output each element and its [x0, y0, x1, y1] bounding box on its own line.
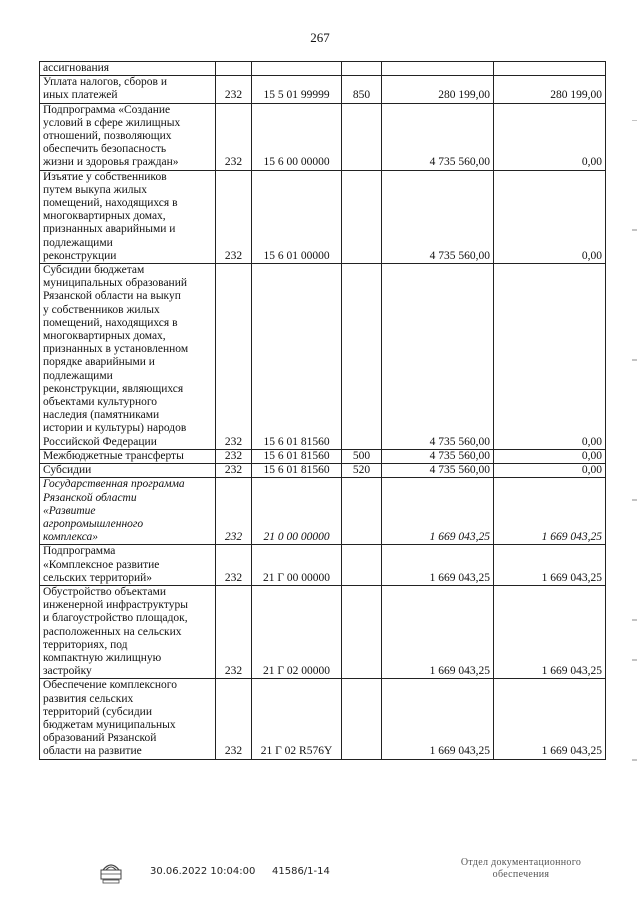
row-name-line: образований Рязанской: [43, 732, 157, 745]
budget-table-body: [40, 62, 606, 760]
row-name-line: территорий (субсидии: [43, 705, 152, 718]
approved-amount-cell: 4 735 560,00: [382, 103, 494, 170]
row-name-line: подлежащими: [43, 369, 113, 382]
row-name-line: объектами культурного: [43, 396, 158, 409]
approved-amount-cell: 4 735 560,00: [382, 170, 494, 263]
row-name-line: Изъятие у собственников: [43, 170, 167, 183]
row-name-line: у собственников жилых: [43, 303, 160, 316]
table-row: [40, 464, 606, 478]
ministry-code-cell: 232: [216, 103, 252, 170]
ministry-code-cell: 232: [216, 585, 252, 678]
row-name-line: Подпрограмма: [43, 545, 116, 558]
target-article-cell: 21 Г 00 00000: [252, 545, 342, 586]
row-name-line: Российской Федерации: [43, 435, 157, 448]
row-name-line: помещений, находящихся в: [43, 316, 178, 329]
page-number: 267: [310, 30, 330, 45]
row-name-line: подлежащими: [43, 236, 113, 249]
ministry-code-cell: 232: [216, 478, 252, 545]
executed-amount-cell: [494, 62, 606, 76]
expense-type-cell: 500: [342, 449, 382, 463]
expense-type-cell: [342, 264, 382, 450]
budget-table: [39, 61, 606, 760]
row-name-cell: [40, 679, 216, 759]
row-name-line: ассигнования: [43, 62, 110, 74]
row-name-line: Уплата налогов, сборов и: [43, 76, 167, 89]
expense-type-cell: [342, 170, 382, 263]
row-name-line: многоквартирных домах,: [43, 210, 166, 223]
registration-number: 41586/1-14: [272, 866, 330, 877]
approved-amount-cell: 280 199,00: [382, 76, 494, 103]
row-name-cell: [40, 62, 216, 76]
row-name-line: муниципальных образований: [43, 277, 188, 290]
target-article-cell: 21 0 00 00000: [252, 478, 342, 545]
target-article-cell: 15 6 01 81560: [252, 464, 342, 478]
approved-amount-cell: 1 669 043,25: [382, 545, 494, 586]
table-row: [40, 679, 606, 759]
row-name-line: Субсидии: [43, 464, 92, 477]
executed-amount-cell: 1 669 043,25: [494, 585, 606, 678]
row-name-cell: [40, 449, 216, 463]
row-name-line: Обустройство объектами: [43, 585, 167, 598]
row-name-line: отношений, позволяющих: [43, 130, 172, 143]
expense-type-cell: [342, 679, 382, 759]
expense-type-cell: [342, 478, 382, 545]
row-name-line: компактную жилищную: [43, 651, 162, 664]
approved-amount-cell: 4 735 560,00: [382, 464, 494, 478]
row-name-cell: [40, 76, 216, 103]
approved-amount-cell: 1 669 043,25: [382, 679, 494, 759]
row-name-line: Рязанской области: [43, 491, 137, 504]
table-row: [40, 76, 606, 103]
executed-amount-cell: 0,00: [494, 103, 606, 170]
expense-type-cell: [342, 585, 382, 678]
row-name-cell: [40, 545, 216, 586]
expense-type-cell: [342, 62, 382, 76]
table-row: [40, 170, 606, 263]
target-article-cell: 15 6 01 00000: [252, 170, 342, 263]
row-name-line: и благоустройство площадок,: [43, 612, 188, 625]
row-name-line: Государственная программа: [43, 478, 185, 491]
table-row: [40, 545, 606, 586]
approved-amount-cell: 4 735 560,00: [382, 449, 494, 463]
row-name-line: комплекса»: [43, 531, 98, 544]
target-article-cell: 15 6 01 81560: [252, 264, 342, 450]
expense-type-cell: 520: [342, 464, 382, 478]
row-name-line: «Комплексное развитие: [43, 558, 160, 571]
department-stamp-line: обеспечения: [492, 869, 550, 880]
row-name-line: помещений, находящихся в: [43, 197, 178, 210]
row-name-line: Подпрограмма «Создание: [43, 103, 171, 116]
row-name-line: Межбюджетные трансферты: [43, 449, 184, 462]
table-row: [40, 449, 606, 463]
table-row: [40, 103, 606, 170]
row-name-line: порядке аварийными и: [43, 356, 155, 369]
row-name-line: области на развитие: [43, 745, 142, 758]
expense-type-cell: 850: [342, 76, 382, 103]
row-name-cell: [40, 264, 216, 450]
approved-amount-cell: 1 669 043,25: [382, 478, 494, 545]
row-name-line: признанных в установленном: [43, 343, 189, 356]
row-name-line: истории и культуры) народов: [43, 422, 187, 435]
table-row: [40, 264, 606, 450]
row-name-line: территориях, под: [43, 638, 128, 651]
registry-logo-icon: [98, 858, 124, 886]
row-name-line: инженерной инфраструктуры: [43, 599, 188, 612]
ministry-code-cell: 232: [216, 679, 252, 759]
row-name-line: наследия (памятниками: [43, 409, 160, 422]
department-stamp-line: Отдел документационного: [460, 857, 582, 868]
row-name-line: застройку: [43, 665, 92, 678]
row-name-cell: [40, 585, 216, 678]
executed-amount-cell: 1 669 043,25: [494, 679, 606, 759]
row-name-cell: [40, 464, 216, 478]
row-name-cell: [40, 103, 216, 170]
row-name-line: реконструкции: [43, 249, 117, 262]
row-name-line: развития сельских: [43, 692, 134, 705]
expense-type-cell: [342, 103, 382, 170]
row-name-cell: [40, 170, 216, 263]
executed-amount-cell: 1 669 043,25: [494, 545, 606, 586]
approved-amount-cell: [382, 62, 494, 76]
row-name-line: агропромышленного: [43, 517, 144, 530]
target-article-cell: 15 6 01 81560: [252, 449, 342, 463]
row-name-line: иных платежей: [43, 89, 118, 102]
ministry-code-cell: 232: [216, 170, 252, 263]
row-name-line: сельских территорий»: [43, 571, 153, 584]
row-name-line: «Развитие: [43, 504, 96, 517]
table-row: [40, 585, 606, 678]
row-name-line: Рязанской области на выкуп: [43, 290, 181, 303]
ministry-code-cell: 232: [216, 545, 252, 586]
approved-amount-cell: 4 735 560,00: [382, 264, 494, 450]
executed-amount-cell: 1 669 043,25: [494, 478, 606, 545]
ministry-code-cell: 232: [216, 464, 252, 478]
row-name-line: жизни и здоровья граждан»: [43, 156, 179, 169]
row-name-line: обеспечить безопасность: [43, 143, 167, 156]
margin-scan-marks: [630, 120, 638, 820]
registration-date: 30.06.2022 10:04:00: [150, 866, 256, 877]
ministry-code-cell: [216, 62, 252, 76]
executed-amount-cell: 0,00: [494, 464, 606, 478]
executed-amount-cell: 0,00: [494, 264, 606, 450]
row-name-line: Субсидии бюджетам: [43, 264, 145, 277]
row-name-line: реконструкции, являющихся: [43, 382, 184, 395]
row-name-line: признанных аварийными и: [43, 223, 176, 236]
row-name-line: путем выкупа жилых: [43, 183, 147, 196]
table-row: [40, 62, 606, 76]
row-name-line: расположенных на сельских: [43, 625, 182, 638]
target-article-cell: 15 5 01 99999: [252, 76, 342, 103]
row-name-line: условий в сфере жилищных: [43, 116, 181, 129]
row-name-line: многоквартирных домах,: [43, 330, 166, 343]
row-name-line: Обеспечение комплексного: [43, 679, 177, 692]
document-footer: [0, 855, 640, 905]
approved-amount-cell: 1 669 043,25: [382, 585, 494, 678]
table-row: [40, 478, 606, 545]
executed-amount-cell: 280 199,00: [494, 76, 606, 103]
expense-type-cell: [342, 545, 382, 586]
executed-amount-cell: 0,00: [494, 449, 606, 463]
ministry-code-cell: 232: [216, 449, 252, 463]
row-name-cell: [40, 478, 216, 545]
row-name-line: бюджетам муниципальных: [43, 718, 176, 731]
target-article-cell: [252, 62, 342, 76]
ministry-code-cell: 232: [216, 264, 252, 450]
ministry-code-cell: 232: [216, 76, 252, 103]
executed-amount-cell: 0,00: [494, 170, 606, 263]
department-stamp: [446, 857, 596, 881]
target-article-cell: 21 Г 02 R576Y: [252, 679, 342, 759]
target-article-cell: 15 6 00 00000: [252, 103, 342, 170]
target-article-cell: 21 Г 02 00000: [252, 585, 342, 678]
